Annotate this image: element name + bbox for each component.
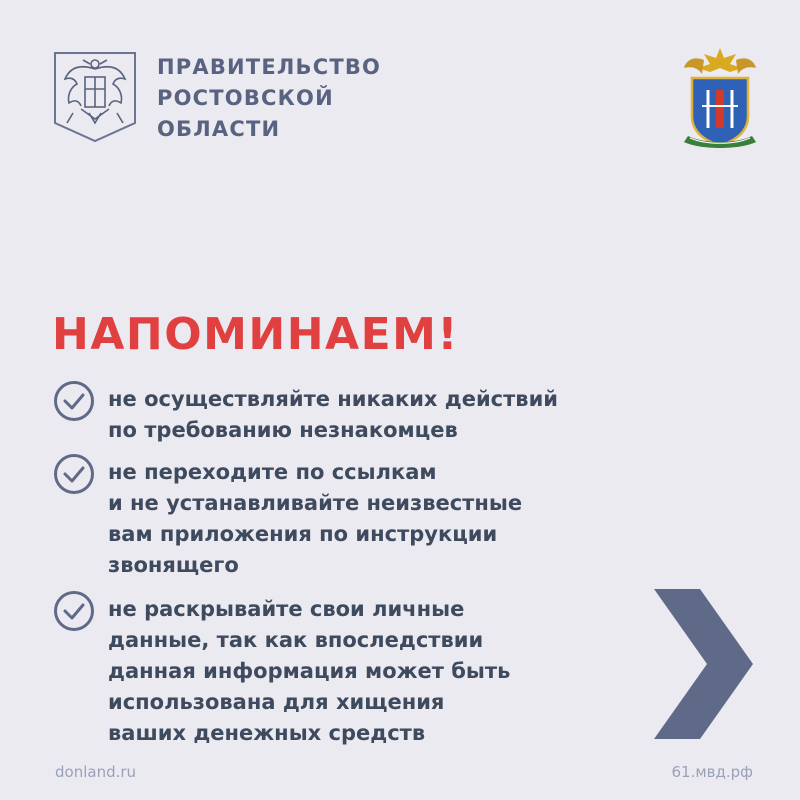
header-title-line: РОСТОВСКОЙ (157, 86, 334, 110)
list-item-text: не раскрывайте свои личные данные, так как впоследствии данная информация может быть использована для хищения ваших денежных средств (108, 597, 511, 745)
footer-site-link[interactable]: 61.мвд.рф (671, 763, 753, 781)
check-circle-icon (53, 380, 95, 422)
footer-site-link[interactable]: donland.ru (55, 763, 137, 781)
list-item (53, 384, 558, 446)
rostov-coat-of-arms-icon (53, 51, 137, 143)
check-circle-icon (53, 453, 95, 495)
headline: НАПОМИНАЕМ! (52, 309, 459, 360)
header-title (157, 52, 381, 145)
police-emblem-icon (680, 46, 760, 154)
header-title-line: ОБЛАСТИ (157, 117, 281, 141)
list-item-text: не переходите по ссылкам и не устанавливайте неизвестные вам приложения по инструкции звонящего (108, 460, 523, 577)
list-item-text: не осуществляйте никаких действий по требованию незнакомцев (108, 387, 559, 442)
header-title-line: ПРАВИТЕЛЬСТВО (157, 55, 382, 79)
chevron-right-icon[interactable] (654, 589, 753, 739)
list-item (53, 594, 510, 749)
list-item (53, 457, 522, 581)
check-circle-icon (53, 590, 95, 632)
